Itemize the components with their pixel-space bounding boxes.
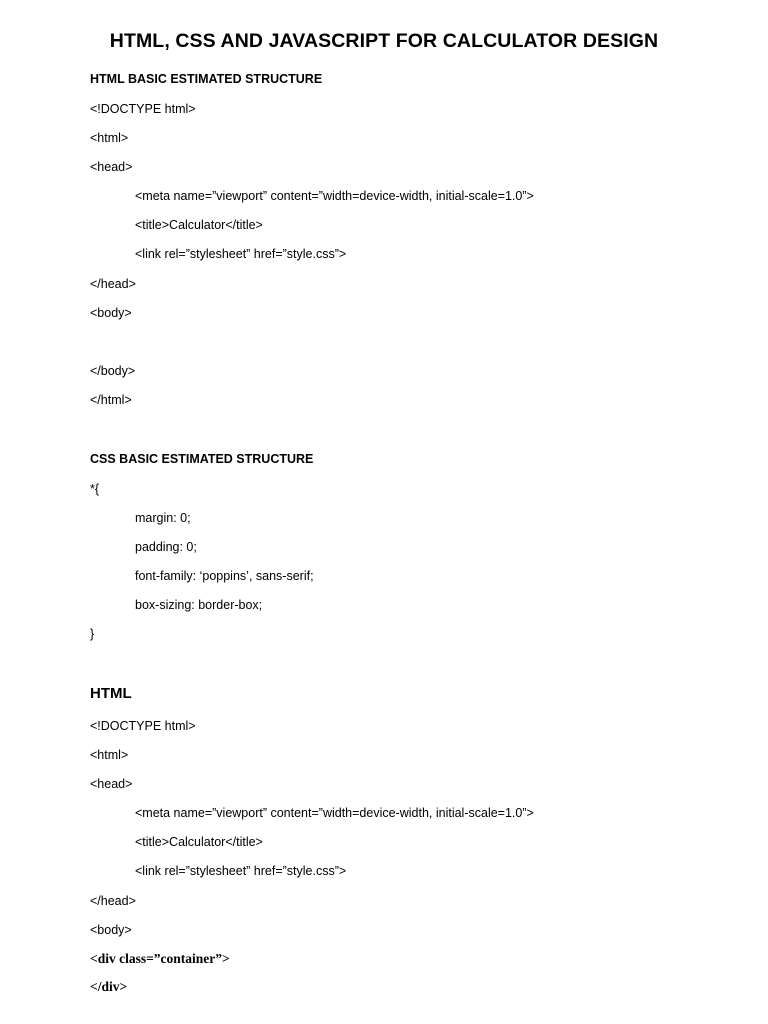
section-heading-css-basic: CSS BASIC ESTIMATED STRUCTURE — [90, 452, 314, 466]
code-line: <head> — [90, 160, 133, 174]
code-line: <meta name=”viewport” content=”width=device-width, initial-scale=1.0”> — [135, 189, 534, 203]
code-line: <head> — [90, 777, 133, 791]
code-line: margin: 0; — [135, 511, 191, 525]
code-line: </html> — [90, 393, 132, 407]
code-line: <meta name=”viewport” content=”width=device-width, initial-scale=1.0”> — [135, 806, 534, 820]
section-heading-html: HTML — [90, 685, 132, 702]
code-line: <!DOCTYPE html> — [90, 719, 196, 733]
code-line: <link rel=”stylesheet” href=”style.css”> — [135, 864, 347, 878]
code-line: <link rel=”stylesheet” href=”style.css”> — [135, 247, 347, 261]
code-line: padding: 0; — [135, 540, 197, 554]
code-line: <html> — [90, 748, 129, 762]
code-line: </div> — [90, 979, 128, 994]
code-line: <div class=”container”> — [90, 951, 230, 966]
code-line: *{ — [90, 482, 100, 496]
code-line: </body> — [90, 364, 136, 378]
code-line: <html> — [90, 131, 129, 145]
code-line: <title>Calculator</title> — [135, 835, 263, 849]
code-line: <!DOCTYPE html> — [90, 102, 196, 116]
document-title: HTML, CSS AND JAVASCRIPT FOR CALCULATOR DESIGN — [109, 30, 659, 52]
code-line: <body> — [90, 306, 132, 320]
code-line: <title>Calculator</title> — [135, 218, 263, 232]
code-line: } — [90, 627, 95, 641]
code-line: box-sizing: border-box; — [135, 598, 263, 612]
code-line: font-family: ‘poppins’, sans-serif; — [135, 569, 314, 583]
section-heading-html-basic: HTML BASIC ESTIMATED STRUCTURE — [90, 72, 323, 86]
code-line: </head> — [90, 894, 136, 908]
code-line: </head> — [90, 277, 136, 291]
code-line: <body> — [90, 923, 132, 937]
